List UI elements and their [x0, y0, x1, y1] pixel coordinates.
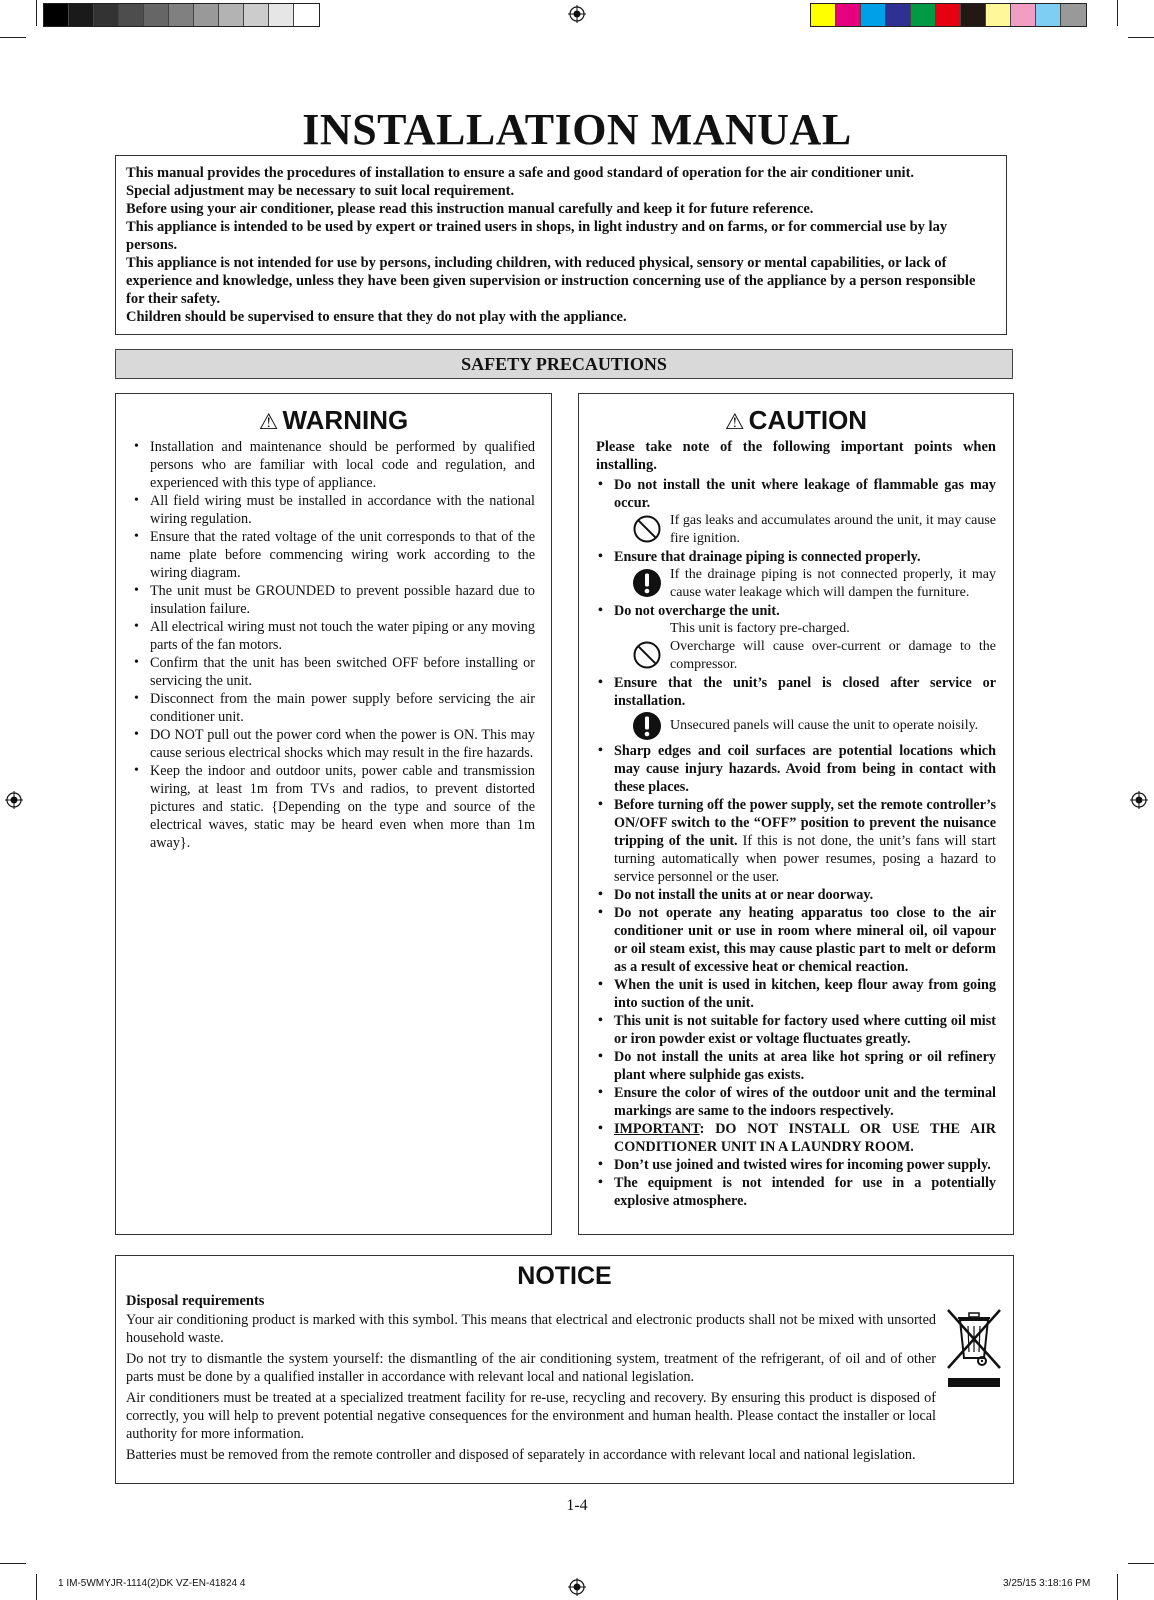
color-swatch — [69, 4, 94, 26]
crop-mark — [36, 0, 37, 26]
page-number: 1-4 — [566, 1497, 588, 1514]
notice-paragraph: Do not try to dismantle the system yourself: the dismantling of the air conditioning system, treatment of the refrigerant, of oil and of other parts must be done by a qualified installer in accordance with relevant local and national legislation. — [126, 1351, 936, 1385]
color-swatch — [811, 4, 836, 26]
color-swatch — [1011, 4, 1036, 26]
registration-target-icon — [5, 791, 23, 809]
color-swatch — [1036, 4, 1061, 26]
print-slug: 1 IM-5WMYJR-1114(2)DK VZ-EN-41824 4 — [58, 1578, 246, 1589]
color-swatch — [269, 4, 294, 26]
color-swatch — [219, 4, 244, 26]
mandatory-exclamation-icon — [632, 568, 662, 598]
list-item: • The unit must be GROUNDED to prevent possible hazard due to insulation failure. — [132, 582, 535, 618]
notice-box — [115, 1255, 1014, 1484]
list-item: • Disconnect from the main power supply before servicing the air conditioner unit. — [132, 690, 535, 726]
notice-paragraph: Your air conditioning product is marked with this symbol. This means that electrical and electronic products shall not be mixed with unsorted household waste. — [126, 1312, 936, 1346]
caution-note: This unit is factory pre-charged. — [670, 621, 850, 636]
page-title: INSTALLATION MANUAL — [302, 105, 852, 154]
intro-box — [115, 155, 1007, 335]
crop-mark — [1128, 1563, 1154, 1564]
list-item: • Do not install the unit where leakage of flammable gas may occur. If gas leaks and accumulates around the unit, it may cause fire ignition. — [596, 476, 996, 548]
list-item: • Do not install the units at or near doorway. — [596, 886, 996, 904]
caution-list — [596, 476, 996, 1210]
intro-paragraph: Special adjustment may be necessary to suit local requirement. — [126, 183, 515, 199]
warning-heading: ⚠ WARNING — [258, 405, 409, 435]
intro-paragraph: This manual provides the procedures of installation to ensure a safe and good standard of operation for the air conditioner unit. — [126, 165, 915, 181]
caution-heading: ⚠ CAUTION — [724, 405, 868, 435]
list-item: • Confirm that the unit has been switched OFF before installing or servicing the unit. — [132, 654, 535, 690]
caution-note: If the drainage piping is not connected properly, it may cause water leakage which will dampen the furniture. — [614, 566, 996, 602]
crossed-out-wheelie-bin-icon — [944, 1306, 1004, 1388]
list-item: • Don’t use joined and twisted wires for incoming power supply. — [596, 1156, 996, 1174]
color-swatch — [836, 4, 861, 26]
crop-mark — [1128, 37, 1154, 38]
list-item: • Do not operate any heating apparatus too close to the air conditioner unit or use in room where mineral oil, oil vapour or oil steam exist, this may cause plastic part to melt or deform as a result of excessive heat or chemical reaction. — [596, 904, 996, 976]
color-swatch — [886, 4, 911, 26]
color-swatch — [911, 4, 936, 26]
crop-mark — [0, 37, 26, 38]
registration-target-icon — [1130, 791, 1148, 809]
crop-mark — [36, 1574, 37, 1600]
prohibited-icon — [632, 514, 662, 544]
crop-mark — [1117, 1574, 1118, 1600]
list-item: • Do not overcharge the unit. This unit is factory pre-charged. Overcharge will cause over-current or damage to the compressor. — [596, 602, 996, 674]
notice-subheading: Disposal requirements — [126, 1293, 265, 1309]
list-item: • Ensure the color of wires of the outdoor unit and the terminal markings are same to the indoors respectively. — [596, 1084, 996, 1120]
color-swatch — [169, 4, 194, 26]
list-item: • Ensure that the unit’s panel is closed after service or installation. Unsecured panels will cause the unit to operate noisily. — [596, 674, 996, 742]
color-swatch — [194, 4, 219, 26]
color-swatch — [1061, 4, 1086, 26]
color-swatch — [936, 4, 961, 26]
safety-precautions-heading: SAFETY PRECAUTIONS — [115, 349, 1013, 379]
caution-note: Unsecured panels will cause the unit to operate noisily. — [614, 710, 996, 742]
color-swatch — [986, 4, 1011, 26]
intro-paragraph: Before using your air conditioner, please read this instruction manual carefully and keep it for future reference. — [126, 201, 814, 217]
caution-panel — [578, 393, 1014, 1235]
list-item: • Ensure that drainage piping is connected properly. If the drainage piping is not connected properly, it may cause water leakage which will dampen the furniture. — [596, 548, 996, 602]
crop-mark — [1117, 0, 1118, 26]
notice-paragraph: Air conditioners must be treated at a specialized treatment facility for re-use, recycling and recovery. By ensuring this product is disposed of correctly, you will help to prevent potential negative consequences for the environment and human health. Please contact the installer or local authority for more information. — [126, 1390, 936, 1442]
color-swatch — [94, 4, 119, 26]
prohibited-icon — [632, 640, 662, 670]
list-item: • Sharp edges and coil surfaces are potential locations which may cause injury hazards. Avoid from being in contact with these places. — [596, 742, 996, 796]
intro-paragraph: This appliance is intended to be used by expert or trained users in shops, in light industry and on farms, or for commercial use by lay persons. — [126, 219, 948, 253]
gray-registration-bar — [43, 3, 320, 27]
registration-target-icon — [568, 5, 586, 23]
intro-paragraph: Children should be supervised to ensure that they do not play with the appliance. — [126, 309, 627, 325]
notice-heading: NOTICE — [517, 1262, 612, 1290]
color-swatch — [861, 4, 886, 26]
caution-lead: Please take note of the following important points when installing. — [596, 439, 996, 473]
list-item: • DO NOT pull out the power cord when the power is ON. This may cause serious electrical shocks which may result in the fire hazards. — [132, 726, 535, 762]
list-item: • Installation and maintenance should be performed by qualified persons who are familiar with local code and regulation, and experienced with this type of appliance. — [132, 438, 535, 492]
list-item: • Keep the indoor and outdoor units, power cable and transmission wiring, at least 1m from TVs and radios, to prevent distorted pictures and static. {Depending on the type and source of the electrical waves, static may be heard even when more than 1m away}. — [132, 762, 535, 852]
list-item: • All electrical wiring must not touch the water piping or any moving parts of the fan motors. — [132, 618, 535, 654]
list-item: • Before turning off the power supply, set the remote controller’s ON/OFF switch to the “OFF” position to prevent the nuisance tripping of the unit. If this is not done, the unit’s fans will start turning automatically when power resumes, posing a hazard to service personnel or the user. — [596, 796, 996, 886]
notice-paragraph: Batteries must be removed from the remote controller and disposed of separately in accordance with relevant local and national legislation. — [126, 1447, 916, 1463]
crop-mark — [0, 1563, 26, 1564]
color-swatch — [961, 4, 986, 26]
color-swatch — [244, 4, 269, 26]
color-swatch — [44, 4, 69, 26]
list-item: • Do not install the units at area like hot spring or oil refinery plant where sulphide gas exists. — [596, 1048, 996, 1084]
intro-paragraph: This appliance is not intended for use by persons, including children, with reduced physical, sensory or mental capabilities, or lack of experience and knowledge, unless they have been given supervision or instruction concerning use of the appliance by a person responsible for their safety. — [126, 255, 976, 307]
warning-triangle-icon: ⚠ — [724, 409, 745, 434]
warning-list — [132, 438, 535, 852]
list-item: • IMPORTANT: DO NOT INSTALL OR USE THE AIR CONDITIONER UNIT IN A LAUNDRY ROOM. — [596, 1120, 996, 1156]
mandatory-exclamation-icon — [632, 711, 662, 741]
caution-note: Overcharge will cause over-current or damage to the compressor. — [614, 638, 996, 674]
list-item: • The equipment is not intended for use in a potentially explosive atmosphere. — [596, 1174, 996, 1210]
color-swatch — [144, 4, 169, 26]
color-swatch — [119, 4, 144, 26]
color-registration-bar — [810, 3, 1087, 27]
notice-body — [126, 1292, 936, 1464]
list-item: • When the unit is used in kitchen, keep flour away from going into suction of the unit. — [596, 976, 996, 1012]
list-item: • This unit is not suitable for factory used where cutting oil mist or iron powder exist or voltage fluctuates greatly. — [596, 1012, 996, 1048]
print-timestamp: 3/25/15 3:18:16 PM — [1003, 1578, 1091, 1589]
warning-triangle-icon: ⚠ — [258, 409, 279, 434]
list-item: • All field wiring must be installed in accordance with the national wiring regulation. — [132, 492, 535, 528]
registration-target-icon — [568, 1578, 586, 1596]
list-item: • Ensure that the rated voltage of the unit corresponds to that of the name plate before commencing wiring work according to the wiring diagram. — [132, 528, 535, 582]
color-swatch — [294, 4, 319, 26]
warning-panel — [115, 393, 552, 1235]
caution-note: If gas leaks and accumulates around the unit, it may cause fire ignition. — [614, 512, 996, 548]
